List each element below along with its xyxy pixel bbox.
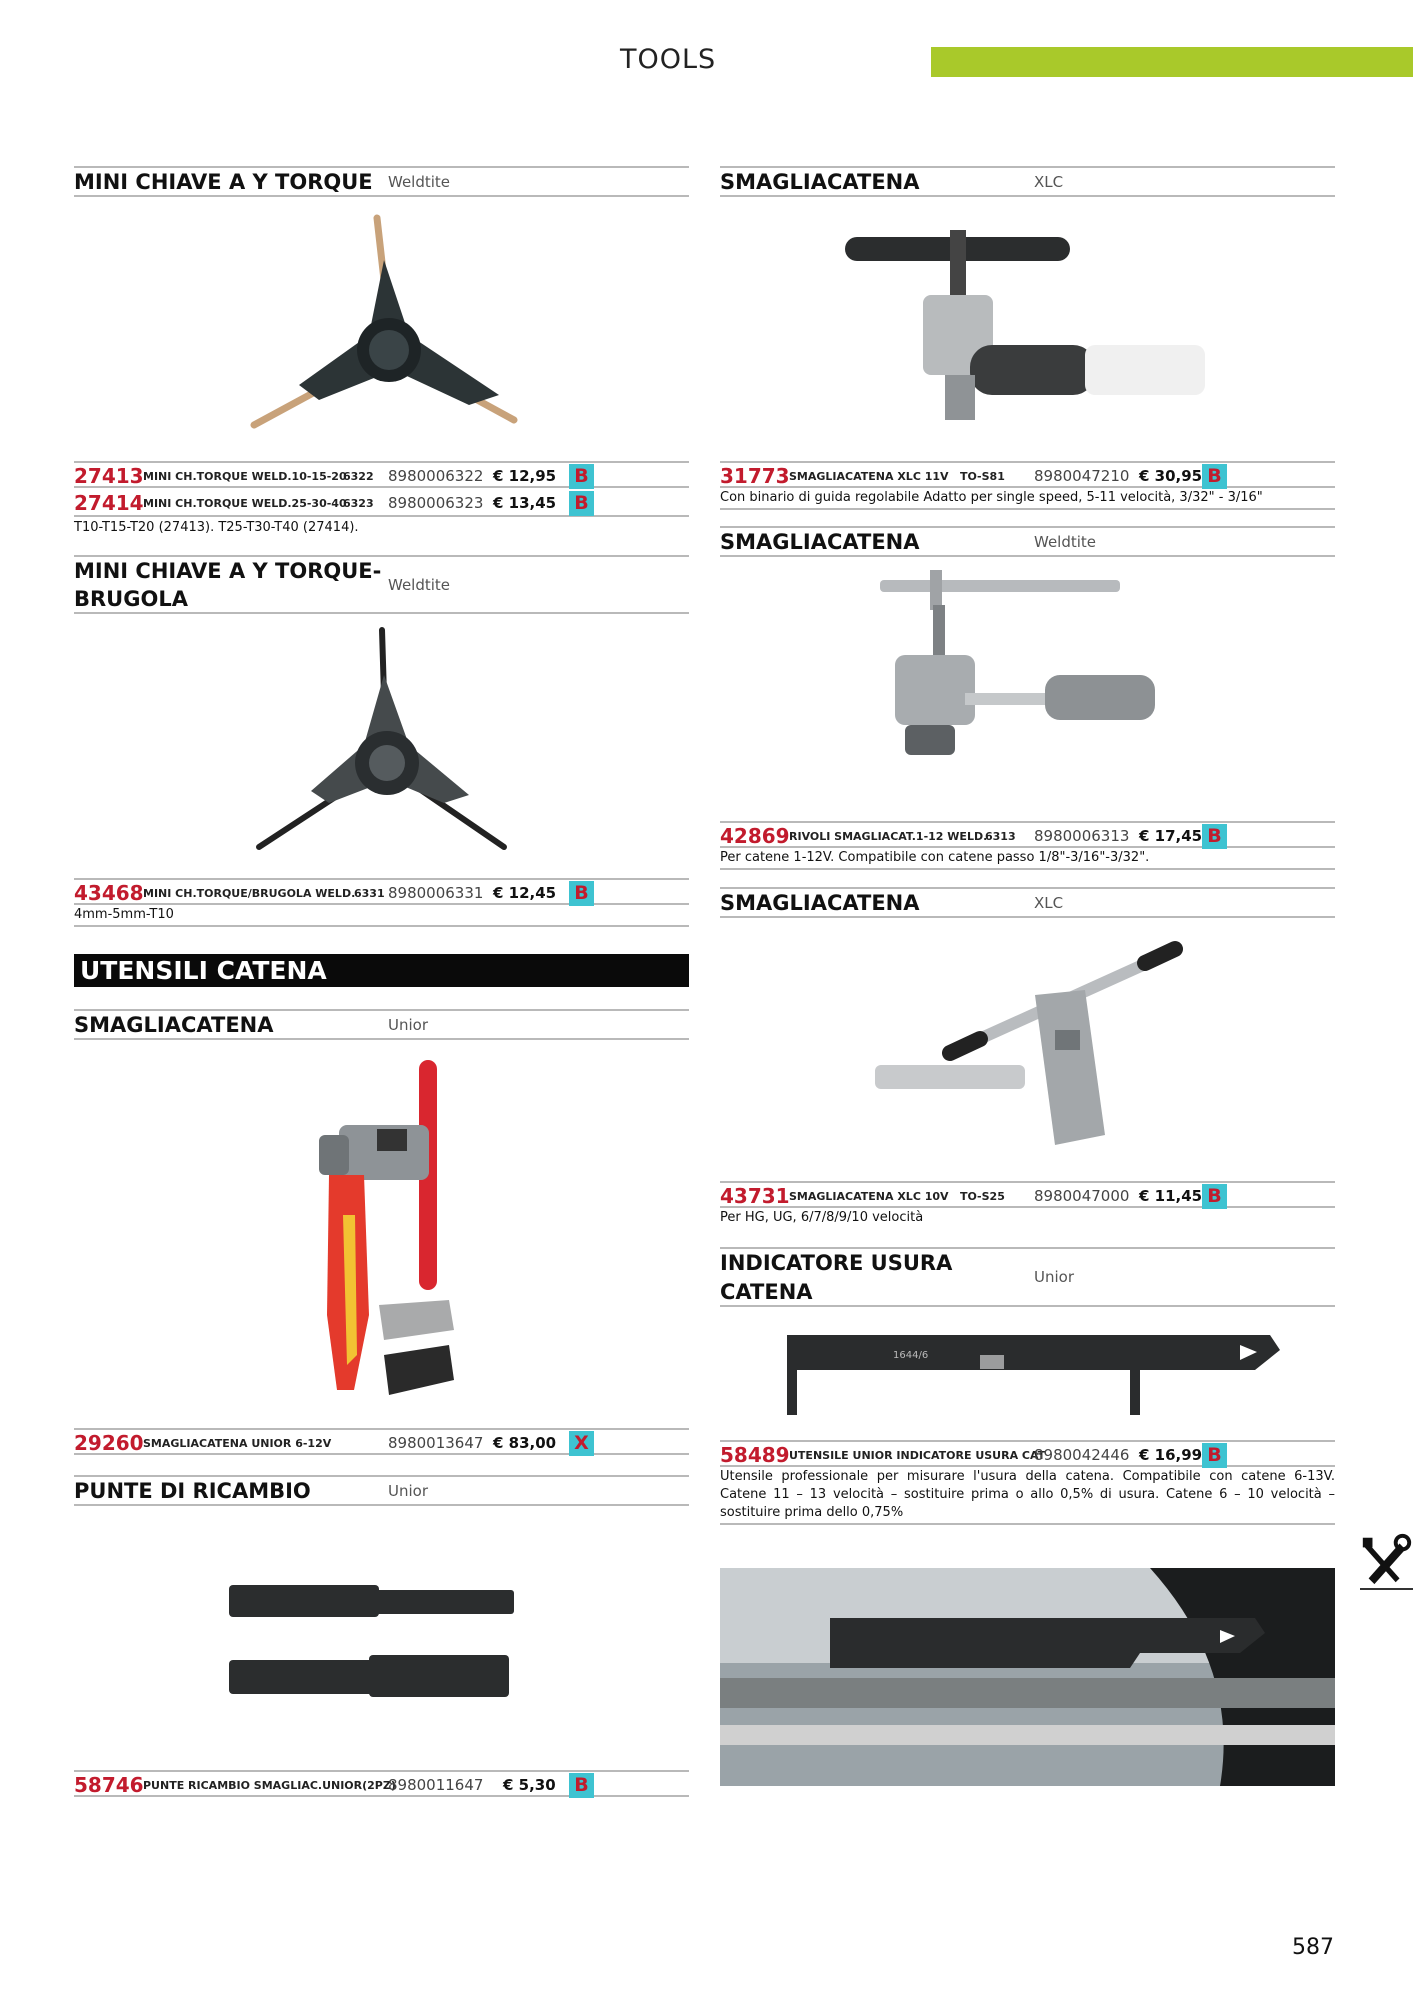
category-banner: UTENSILI CATENA (74, 954, 689, 987)
product-price: € 30,95 (1139, 467, 1203, 485)
product-note: Per HG, UG, 6/7/8/9/10 velocità (720, 1210, 924, 1225)
class-badge: B (569, 464, 594, 489)
header-accent-bar (931, 47, 1413, 77)
product-ref: 6331 (354, 887, 385, 900)
product-note: T10-T15-T20 (27413). T25-T30-T40 (27414). (74, 520, 359, 535)
section-header-smagliacatena-unior (74, 1009, 689, 1040)
section-brand: Unior (1034, 1268, 1074, 1286)
section-header-punte (74, 1475, 689, 1506)
product-sku: 8980047210 (1034, 467, 1130, 485)
section-brand: Unior (388, 1482, 428, 1500)
class-badge: X (569, 1431, 594, 1456)
chain-checker-in-use-image (720, 1568, 1335, 1786)
section-header-smagliacatena-weldtite (720, 526, 1335, 557)
checker-marking: 1644/6 (893, 1350, 929, 1361)
class-badge: B (569, 881, 594, 906)
product-note: Per catene 1-12V. Compatibile con catene passo 1/8"-3/16"-3/32". (720, 849, 1335, 870)
product-row (74, 1428, 689, 1455)
chain-tool-unior-image (299, 1055, 559, 1415)
product-row (720, 461, 1335, 488)
product-description: SMAGLIACATENA XLC 11V (789, 470, 949, 483)
class-badge: B (569, 1773, 594, 1798)
section-header-mini-chiave (74, 166, 689, 197)
chain-tool-weldtite-image (875, 565, 1195, 805)
product-note: Con binario di guida regolabile Adatto per single speed, 5-11 velocità, 3/32" - 3/16" (720, 489, 1335, 510)
y-allen-wrench-image (249, 625, 569, 855)
product-code: 27413 (74, 464, 144, 488)
product-ref: TO-S25 (960, 1190, 1005, 1203)
product-sku: 8980006331 (388, 884, 484, 902)
product-price: € 83,00 (493, 1434, 557, 1452)
class-badge: B (1202, 824, 1227, 849)
section-brand: Weldtite (388, 576, 451, 594)
product-code: 29260 (74, 1431, 144, 1455)
spare-pins-image (224, 1570, 524, 1710)
page-header-title: TOOLS (620, 44, 717, 75)
product-code: 58746 (74, 1773, 144, 1797)
product-note: Utensile professionale per misurare l'usura della catena. Compatibile con catene 6-13V. Catene 11 – 13 velocità – sostituire prima o allo 0,5% di usura. Catene 6 – 10 velocità – sostituire prima dello 0,75% (720, 1468, 1335, 1525)
product-row (720, 821, 1335, 848)
product-ref: TO-S81 (960, 470, 1005, 483)
chain-checker-image (775, 1330, 1285, 1420)
product-price: € 17,45 (1139, 827, 1203, 845)
product-ref: 6323 (343, 497, 374, 510)
section-title-line1: MINI CHIAVE A Y TORQUE- (74, 559, 382, 583)
section-title: SMAGLIACATENA (74, 1013, 274, 1037)
product-description: MINI CH.TORQUE WELD.25-30-40 (143, 497, 347, 510)
section-header-indicatore (720, 1247, 1335, 1307)
product-row (74, 461, 689, 488)
product-row (720, 1181, 1335, 1208)
section-brand: Weldtite (388, 173, 451, 191)
product-sku: 8980006323 (388, 494, 484, 512)
product-sku: 8980042446 (1034, 1446, 1130, 1464)
product-sku: 8980006322 (388, 467, 484, 485)
section-title-line2: BRUGOLA (74, 587, 188, 611)
product-price: € 16,99 (1139, 1446, 1203, 1464)
product-description: PUNTE RICAMBIO SMAGLIAC.UNIOR(2PZ) (143, 1779, 396, 1792)
product-sku: 8980013647 (388, 1434, 484, 1452)
product-sku: 8980047000 (1034, 1187, 1130, 1205)
product-code: 42869 (720, 824, 790, 848)
section-brand: XLC (1034, 894, 1064, 912)
product-code: 58489 (720, 1443, 790, 1467)
section-header-mini-chiave-brugola (74, 555, 689, 614)
product-price: € 11,45 (1139, 1187, 1203, 1205)
page-number: 587 (1292, 1935, 1334, 1960)
section-title: PUNTE DI RICAMBIO (74, 1479, 311, 1503)
product-description: SMAGLIACATENA UNIOR 6-12V (143, 1437, 332, 1450)
product-price: € 13,45 (493, 494, 557, 512)
product-row (74, 878, 689, 905)
section-header-smagliacatena-xlc-10 (720, 887, 1335, 918)
section-brand: XLC (1034, 173, 1064, 191)
product-price: € 12,95 (493, 467, 557, 485)
section-brand: Weldtite (1034, 533, 1097, 551)
class-badge: B (569, 491, 594, 516)
product-sku: 8980011647 (388, 1776, 484, 1794)
class-badge: B (1202, 464, 1227, 489)
product-ref: 6322 (343, 470, 374, 483)
product-ref: 6313 (985, 830, 1016, 843)
class-badge: B (1202, 1443, 1227, 1468)
product-row (74, 490, 689, 517)
section-title: SMAGLIACATENA (720, 891, 920, 915)
section-title: MINI CHIAVE A Y TORQUE (74, 170, 373, 194)
product-description: SMAGLIACATENA XLC 10V (789, 1190, 949, 1203)
product-description: MINI CH.TORQUE WELD.10-15-20 (143, 470, 347, 483)
section-brand: Unior (388, 1016, 428, 1034)
product-note: 4mm-5mm-T10 (74, 906, 689, 927)
section-header-smagliacatena-xlc-11 (720, 166, 1335, 197)
product-code: 43468 (74, 881, 144, 905)
product-code: 31773 (720, 464, 790, 488)
product-code: 43731 (720, 1184, 790, 1208)
product-row (74, 1770, 689, 1797)
chain-tool-xlc-10-image (875, 935, 1195, 1160)
product-description: UTENSILE UNIOR INDICATORE USURA CAT (789, 1449, 1046, 1462)
section-title: SMAGLIACATENA (720, 530, 920, 554)
product-price: € 5,30 (503, 1776, 556, 1794)
product-sku: 8980006313 (1034, 827, 1130, 845)
product-code: 27414 (74, 491, 144, 515)
section-title: SMAGLIACATENA (720, 170, 920, 194)
y-torque-wrench-image (224, 210, 604, 440)
product-row (720, 1440, 1335, 1467)
product-price: € 12,45 (493, 884, 557, 902)
class-badge: B (1202, 1184, 1227, 1209)
section-title-line2: CATENA (720, 1280, 813, 1304)
chain-tool-xlc-image (845, 225, 1225, 435)
product-description: RIVOLI SMAGLIACAT.1-12 WELD. (789, 830, 988, 843)
tools-icon (1360, 1530, 1413, 1590)
product-description: MINI CH.TORQUE/BRUGOLA WELD. (143, 887, 356, 900)
section-title-line1: INDICATORE USURA (720, 1251, 953, 1275)
